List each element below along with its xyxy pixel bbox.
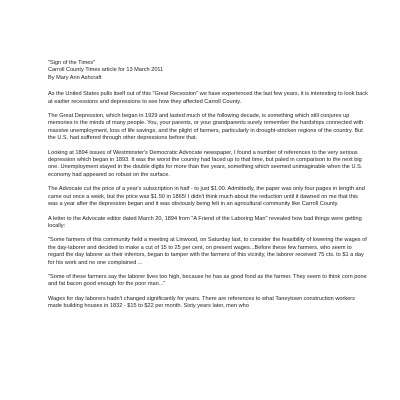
article-body [48, 91, 368, 310]
paragraph-letter-quote-2: "Some of these farmers say the laborer lives too high, because he has as good food as the farmer. They seem to think corn pone and fat bacon good enough for the poor man..." [48, 273, 367, 288]
article-title: "Sign of the Times" [48, 60, 96, 66]
paragraph-wages: Wages for day laborers hadn't changed significantly for years. There are references to what Taneytown construction workers made building houses in 1832 - $15 to $22 per month. Sixty years later, men who [48, 295, 355, 310]
paragraph-great-depression: The Great Depression, which began in 1929 and lasted much of the following decade, is something which still conjures up memories in the minds of many people. You, your parents, or your grandparents surely remember the hardships connected with massive unemployment, loss of life savings, and the plight of farmers, particularly in drought-stricken regions of the country. But the U.S. had suffered through other depressions before that. [48, 113, 364, 142]
paragraph-subscription-price: The Advocate cut the price of a year's subscription in half - to just $1.00. Admittedly, the paper was only four pages in length and came out once a week, but the price was $1.50 in 1865! I didn't think much about the reduction until it dawned on me that this was a year after the depression began and it was obviously being felt in an agricultural community like Carroll County. [48, 186, 365, 208]
article-header [48, 60, 368, 82]
publication-line: Carroll County Times article for 13 March 2011 [48, 67, 164, 74]
paragraph-intro: As the United States pulls itself out of this "Great Recession" we have experienced the last few years, it is interesting to look back at earlier recessions and depressions to see how they affected Carroll County. [48, 91, 368, 105]
byline: By Mary Ann Ashcraft [48, 74, 102, 81]
paragraph-1894-advocate: Looking at 1894 issues of Westminster's Democratic Advocate newspaper, I found a number of references to the very serious depression which began in 1893. It was the worst the country had faced up to that time, but paled in comparison to the next big one. Unemployment stayed in the double digits for more than five years, something which seemed unimaginable when the U.S. economy had appeared so robust on the surface. [48, 149, 363, 178]
paragraph-letter-quote-1: "Some farmers of this community held a meeting at Linwood, on Saturday last, to consider the feasibility of lowering the wages of the day-laborer and decided to make a cut of 15 to 25 per cent, on present wages...Before these few farmers, who seem to regard the day laborer as their inferiors, began to tamper with the farmers of this vicinity, the laborer received 75 cts. to $1 a day for his work and no one complained ... [48, 237, 367, 266]
paragraph-letter-intro: A letter to the Advocate editor dated March 20, 1894 from "A Friend of the Laboring Man" revealed how bad things were getting locally: [48, 215, 362, 229]
